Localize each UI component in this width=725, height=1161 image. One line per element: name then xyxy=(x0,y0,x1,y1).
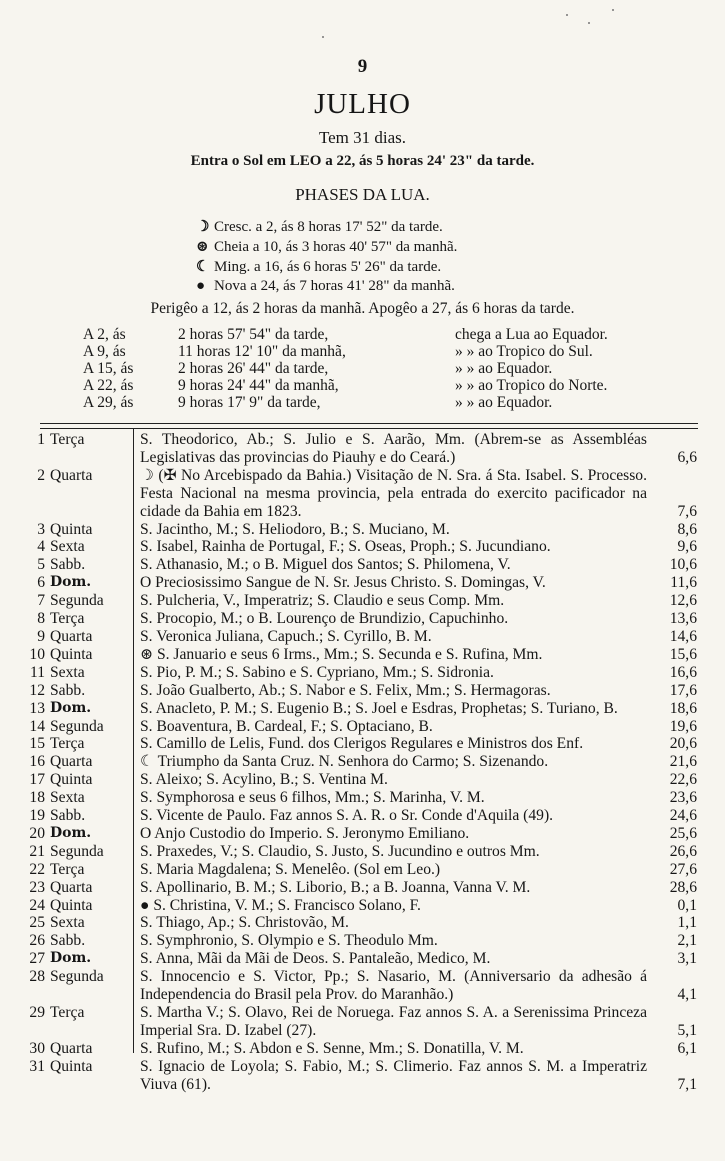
weekday: Terça xyxy=(50,431,85,448)
moon-new-icon: ● xyxy=(196,278,206,294)
weekday: Sexta xyxy=(50,789,85,807)
moon-age: 2,1 xyxy=(677,932,697,950)
equator-row xyxy=(83,377,643,395)
equator-time: 2 horas 57' 54" da tarde, xyxy=(178,326,329,343)
calendar-row xyxy=(0,914,725,932)
weekday: Segunda xyxy=(50,842,104,860)
moon-age: 26,6 xyxy=(669,842,697,860)
weekday: Dom. xyxy=(50,699,92,716)
calendar-row xyxy=(0,1040,725,1058)
moon-age: 19,6 xyxy=(669,717,697,735)
weekday: Quinta xyxy=(50,645,93,663)
day-number: 19 xyxy=(29,807,45,825)
day-number: 1 xyxy=(37,431,45,448)
calendar-row xyxy=(0,897,725,915)
paper-speck xyxy=(612,9,614,11)
day-number: 28 xyxy=(29,968,45,986)
moon-age: 5,1 xyxy=(677,1021,697,1039)
weekday: Terça xyxy=(50,1004,85,1021)
day-number: 31 xyxy=(29,1057,45,1075)
paper-speck xyxy=(322,36,324,38)
saints-entry: S. Ignacio de Loyola; S. Fabio, M.; S. Climerio. Faz annos S. M. a Imperatriz Viuva (61). xyxy=(140,1057,647,1093)
day-number: 10 xyxy=(29,645,45,663)
calendar-row xyxy=(0,950,725,968)
equator-row xyxy=(83,343,643,361)
perigee-apogee: Perigêo a 12, ás 2 horas da manhã. Apogêo a 27, ás 6 horas da tarde. xyxy=(150,300,575,317)
day-number: 15 xyxy=(29,735,45,753)
month-title: JULHO xyxy=(314,88,411,120)
moon-age: 27,6 xyxy=(669,860,697,878)
calendar-row xyxy=(0,1058,725,1094)
saints-entry: ☾ Triumpho da Santa Cruz. N. Senhora do Carmo; S. Sizenando. xyxy=(140,753,549,771)
equator-row xyxy=(83,394,643,412)
saints-entry: O Preciosissimo Sangue de N. Sr. Jesus Christo. S. Domingas, V. xyxy=(140,574,546,592)
calendar-row xyxy=(0,646,725,664)
paper-speck xyxy=(566,14,568,16)
moon-phase-text: Nova a 24, ás 7 horas 41' 28" da manhã. xyxy=(214,278,455,294)
equator-time: 9 horas 24' 44" da manhã, xyxy=(178,377,339,394)
equator-date: A 22, ás xyxy=(83,377,134,394)
calendar-row xyxy=(0,592,725,610)
equator-time: 9 horas 17' 9" da tarde, xyxy=(178,394,321,411)
weekday: Sexta xyxy=(50,663,85,681)
sun-entry: Entra o Sol em LEO a 22, ás 5 horas 24' 23" da tarde. xyxy=(190,153,535,169)
calendar-row xyxy=(0,861,725,879)
moon-crescent-icon: ☽ xyxy=(196,219,210,235)
day-number: 25 xyxy=(29,914,45,932)
calendar-row xyxy=(0,879,725,897)
double-rule-top xyxy=(40,423,698,424)
day-number: 30 xyxy=(29,1039,45,1057)
equator-event: chega a Lua ao Equador. xyxy=(455,326,608,343)
calendar-row xyxy=(0,610,725,628)
moon-age: 17,6 xyxy=(669,681,697,699)
calendar-row xyxy=(0,753,725,771)
saints-entry: S. Isabel, Rainha de Portugal, F.; S. Oseas, Proph.; S. Jucundiano. xyxy=(140,538,551,556)
moon-age: 10,6 xyxy=(669,556,697,574)
moon-phase-row xyxy=(196,258,616,276)
saints-entry: S. Martha V.; S. Olavo, Rei de Noruega. Faz annos S. A. a Serenissima Princeza Imperial Sra. D. Izabel (27). xyxy=(140,1004,647,1039)
moon-age: 11,6 xyxy=(670,574,697,592)
day-number: 5 xyxy=(37,556,45,574)
moon-age: 8,6 xyxy=(677,520,697,538)
weekday: Quinta xyxy=(50,771,93,789)
days-in-month: Tem 31 dias. xyxy=(318,128,407,147)
moon-age: 20,6 xyxy=(669,735,697,753)
weekday: Quarta xyxy=(50,627,93,645)
day-number: 21 xyxy=(29,842,45,860)
saints-entry: S. Camillo de Lelis, Fund. dos Clerigos Regulares e Ministros dos Enf. xyxy=(140,735,584,753)
calendar-row xyxy=(0,968,725,1004)
moon-age: 22,6 xyxy=(669,771,697,789)
saints-entry: S. Anacleto, P. M.; S. Eugenio B.; S. Joel e Esdras, Prophetas; S. Turiano, B. xyxy=(140,699,618,717)
calendar-row xyxy=(0,735,725,753)
equator-date: A 9, ás xyxy=(83,343,126,360)
calendar-row xyxy=(0,538,725,556)
calendar-row xyxy=(0,467,725,521)
calendar-row xyxy=(0,807,725,825)
day-number: 13 xyxy=(29,699,45,717)
moon-age: 6,1 xyxy=(677,1039,697,1057)
weekday: Segunda xyxy=(50,968,104,986)
day-number: 2 xyxy=(37,466,45,484)
moon-full-icon: ⊛ xyxy=(196,239,209,255)
weekday: Sabb. xyxy=(50,807,86,825)
equator-event: » » ao Tropico do Norte. xyxy=(455,377,608,394)
weekday: Terça xyxy=(50,610,85,628)
weekday: Quinta xyxy=(50,520,93,538)
moon-age: 4,1 xyxy=(677,986,697,1004)
calendar-row xyxy=(0,843,725,861)
day-number: 29 xyxy=(29,1004,45,1021)
moon-phase-text: Cresc. a 2, ás 8 horas 17' 52" da tarde. xyxy=(214,219,443,235)
weekday: Quarta xyxy=(50,753,93,771)
day-number: 23 xyxy=(29,878,45,896)
phases-title: PHASES DA LUA. xyxy=(295,185,430,204)
weekday: Sexta xyxy=(50,914,85,932)
day-number: 12 xyxy=(29,681,45,699)
calendar-row xyxy=(0,556,725,574)
weekday: Segunda xyxy=(50,592,104,610)
saints-entry: O Anjo Custodio do Imperio. S. Jeronymo Emiliano. xyxy=(140,824,470,842)
calendar-row xyxy=(0,574,725,592)
day-number: 18 xyxy=(29,789,45,807)
day-number: 6 xyxy=(37,574,45,592)
moon-age: 1,1 xyxy=(677,914,697,932)
day-number: 24 xyxy=(29,896,45,914)
equator-row xyxy=(83,360,643,378)
moon-phase-row xyxy=(196,218,616,236)
moon-age: 9,6 xyxy=(677,538,697,556)
saints-entry: S. Innocencio e S. Victor, Pp.; S. Nasario, M. (Anniversario da adhesão á Independencia do Brasil pela Prov. do Maranhão.) xyxy=(140,968,647,1004)
day-number: 9 xyxy=(37,627,45,645)
moon-age: 0,1 xyxy=(677,896,697,914)
equator-event: » » ao Equador. xyxy=(455,360,553,377)
weekday: Terça xyxy=(50,735,85,753)
weekday: Segunda xyxy=(50,717,104,735)
weekday: Quinta xyxy=(50,896,93,914)
saints-entry: S. Thiago, Ap.; S. Christovão, M. xyxy=(140,914,349,932)
page-number: 9 xyxy=(357,56,368,77)
saints-entry: S. Symphronio, S. Olympio e S. Theodulo Mm. xyxy=(140,932,438,950)
calendar-row xyxy=(0,628,725,646)
weekday: Dom. xyxy=(50,824,92,841)
weekday: Sabb. xyxy=(50,932,86,950)
calendar-table xyxy=(0,431,725,1094)
saints-entry: S. Symphorosa e seus 6 filhos, Mm.; S. Marinha, V. M. xyxy=(140,789,485,807)
moon-phase-row xyxy=(196,238,616,256)
saints-entry: S. Jacintho, M.; S. Heliodoro, B.; S. Muciano, M. xyxy=(140,520,450,538)
moon-age: 21,6 xyxy=(669,753,697,771)
day-number: 14 xyxy=(29,717,45,735)
day-number: 27 xyxy=(29,950,45,968)
saints-entry: S. Procopio, M.; o B. Lourenço de Brundizio, Capuchinho. xyxy=(140,610,509,628)
day-number: 16 xyxy=(29,753,45,771)
equator-date: A 15, ás xyxy=(83,360,134,377)
saints-entry: S. Athanasio, M.; o B. Miguel dos Santos; S. Philomena, V. xyxy=(140,556,511,574)
saints-entry: S. Veronica Juliana, Capuch.; S. Cyrillo, B. M. xyxy=(140,627,432,645)
moon-age: 7,6 xyxy=(677,502,697,520)
saints-entry: S. Aleixo; S. Acylino, B.; S. Ventina M. xyxy=(140,771,388,789)
weekday: Quarta xyxy=(50,466,93,484)
moon-age: 3,1 xyxy=(677,950,697,968)
equator-row xyxy=(83,326,643,344)
equator-event: » » ao Equador. xyxy=(455,394,553,411)
day-number: 4 xyxy=(37,538,45,556)
day-number: 11 xyxy=(29,663,45,681)
moon-age: 16,6 xyxy=(669,663,697,681)
paper-speck xyxy=(588,22,590,24)
saints-entry: S. Anna, Mãi da Mãi de Deos. S. Pantaleão, Medico, M. xyxy=(140,950,491,968)
moon-phase-row xyxy=(196,277,616,295)
weekday: Sexta xyxy=(50,538,85,556)
day-number: 7 xyxy=(37,592,45,610)
calendar-row xyxy=(0,789,725,807)
calendar-row xyxy=(0,682,725,700)
moon-age: 18,6 xyxy=(669,699,697,717)
calendar-row xyxy=(0,825,725,843)
calendar-row xyxy=(0,718,725,736)
equator-date: A 29, ás xyxy=(83,394,134,411)
moon-age: 7,1 xyxy=(677,1075,697,1093)
moon-age: 12,6 xyxy=(669,592,697,610)
saints-entry: S. Theodorico, Ab.; S. Julio e S. Aarão, Mm. (Abrem-se as Assembléas Legislativas das provincias do Piauhy e do Ceará.) xyxy=(140,431,647,466)
day-number: 26 xyxy=(29,932,45,950)
weekday: Dom. xyxy=(50,950,92,967)
moon-age: 28,6 xyxy=(669,878,697,896)
moon-age: 15,6 xyxy=(669,645,697,663)
weekday: Dom. xyxy=(50,574,92,591)
equator-date: A 2, ás xyxy=(83,326,126,343)
saints-entry: S. Maria Magdalena; S. Menelêo. (Sol em Leo.) xyxy=(140,860,441,878)
saints-entry: S. Pio, P. M.; S. Sabino e S. Cypriano, Mm.; S. Sidronia. xyxy=(140,663,494,681)
calendar-row xyxy=(0,664,725,682)
calendar-row xyxy=(0,932,725,950)
calendar-row xyxy=(0,700,725,718)
weekday: Quinta xyxy=(50,1057,93,1075)
saints-entry: S. Boaventura, B. Cardeal, F.; S. Optaciano, B. xyxy=(140,717,433,735)
saints-entry: S. Apollinario, B. M.; S. Liborio, B.; a B. Joanna, Vanna V. M. xyxy=(140,878,531,896)
saints-entry: ☽ (✠ No Arcebispado da Bahia.) Visitação de N. Sra. á Sta. Isabel. S. Processo. Festa Nacional na mesma provincia, pela entrada do exercito pacificador na cidade da Bahia em 1823. xyxy=(140,466,647,520)
moon-age: 23,6 xyxy=(669,789,697,807)
calendar-row xyxy=(0,1004,725,1040)
saints-entry: S. Pulcheria, V., Imperatriz; S. Claudio e seus Comp. Mm. xyxy=(140,592,505,610)
weekday: Sabb. xyxy=(50,556,86,574)
day-number: 22 xyxy=(29,860,45,878)
calendar-row xyxy=(0,431,725,467)
day-number: 20 xyxy=(29,824,45,842)
moon-age: 25,6 xyxy=(669,824,697,842)
weekday: Sabb. xyxy=(50,681,86,699)
saints-entry: S. Rufino, M.; S. Abdon e S. Senne, Mm.; S. Donatilla, V. M. xyxy=(140,1039,524,1057)
moon-phase-text: Cheia a 10, ás 3 horas 40' 57" da manhã. xyxy=(214,239,458,255)
saints-entry: ● S. Christina, V. M.; S. Francisco Solano, F. xyxy=(140,896,421,914)
weekday: Quarta xyxy=(50,1039,93,1057)
moon-age: 24,6 xyxy=(669,807,697,825)
calendar-row xyxy=(0,521,725,539)
moon-age: 6,6 xyxy=(677,448,697,466)
calendar-row xyxy=(0,771,725,789)
saints-entry: S. Vicente de Paulo. Faz annos S. A. R. o Sr. Conde d'Aquila (49). xyxy=(140,807,554,825)
equator-event: » » ao Tropico do Sul. xyxy=(455,343,593,360)
day-number: 8 xyxy=(37,610,45,628)
day-number: 17 xyxy=(29,771,45,789)
equator-time: 2 horas 26' 44" da tarde, xyxy=(178,360,329,377)
saints-entry: S. Praxedes, V.; S. Claudio, S. Justo, S. Jucundino e outros Mm. xyxy=(140,842,540,860)
equator-time: 11 horas 12' 10" da manhã, xyxy=(178,343,346,360)
double-rule-bottom xyxy=(40,428,698,429)
weekday: Quarta xyxy=(50,878,93,896)
saints-entry: ⊛ S. Januario e seus 6 Irms., Mm.; S. Secunda e S. Rufina, Mm. xyxy=(140,645,543,663)
moon-age: 13,6 xyxy=(669,610,697,628)
weekday: Terça xyxy=(50,860,85,878)
moon-waning-icon: ☾ xyxy=(196,259,210,275)
moon-age: 14,6 xyxy=(669,627,697,645)
moon-phase-text: Ming. a 16, ás 6 horas 5' 26" da tarde. xyxy=(214,259,442,275)
day-number: 3 xyxy=(37,520,45,538)
saints-entry: S. João Gualberto, Ab.; S. Nabor e S. Felix, Mm.; S. Hermagoras. xyxy=(140,681,551,699)
